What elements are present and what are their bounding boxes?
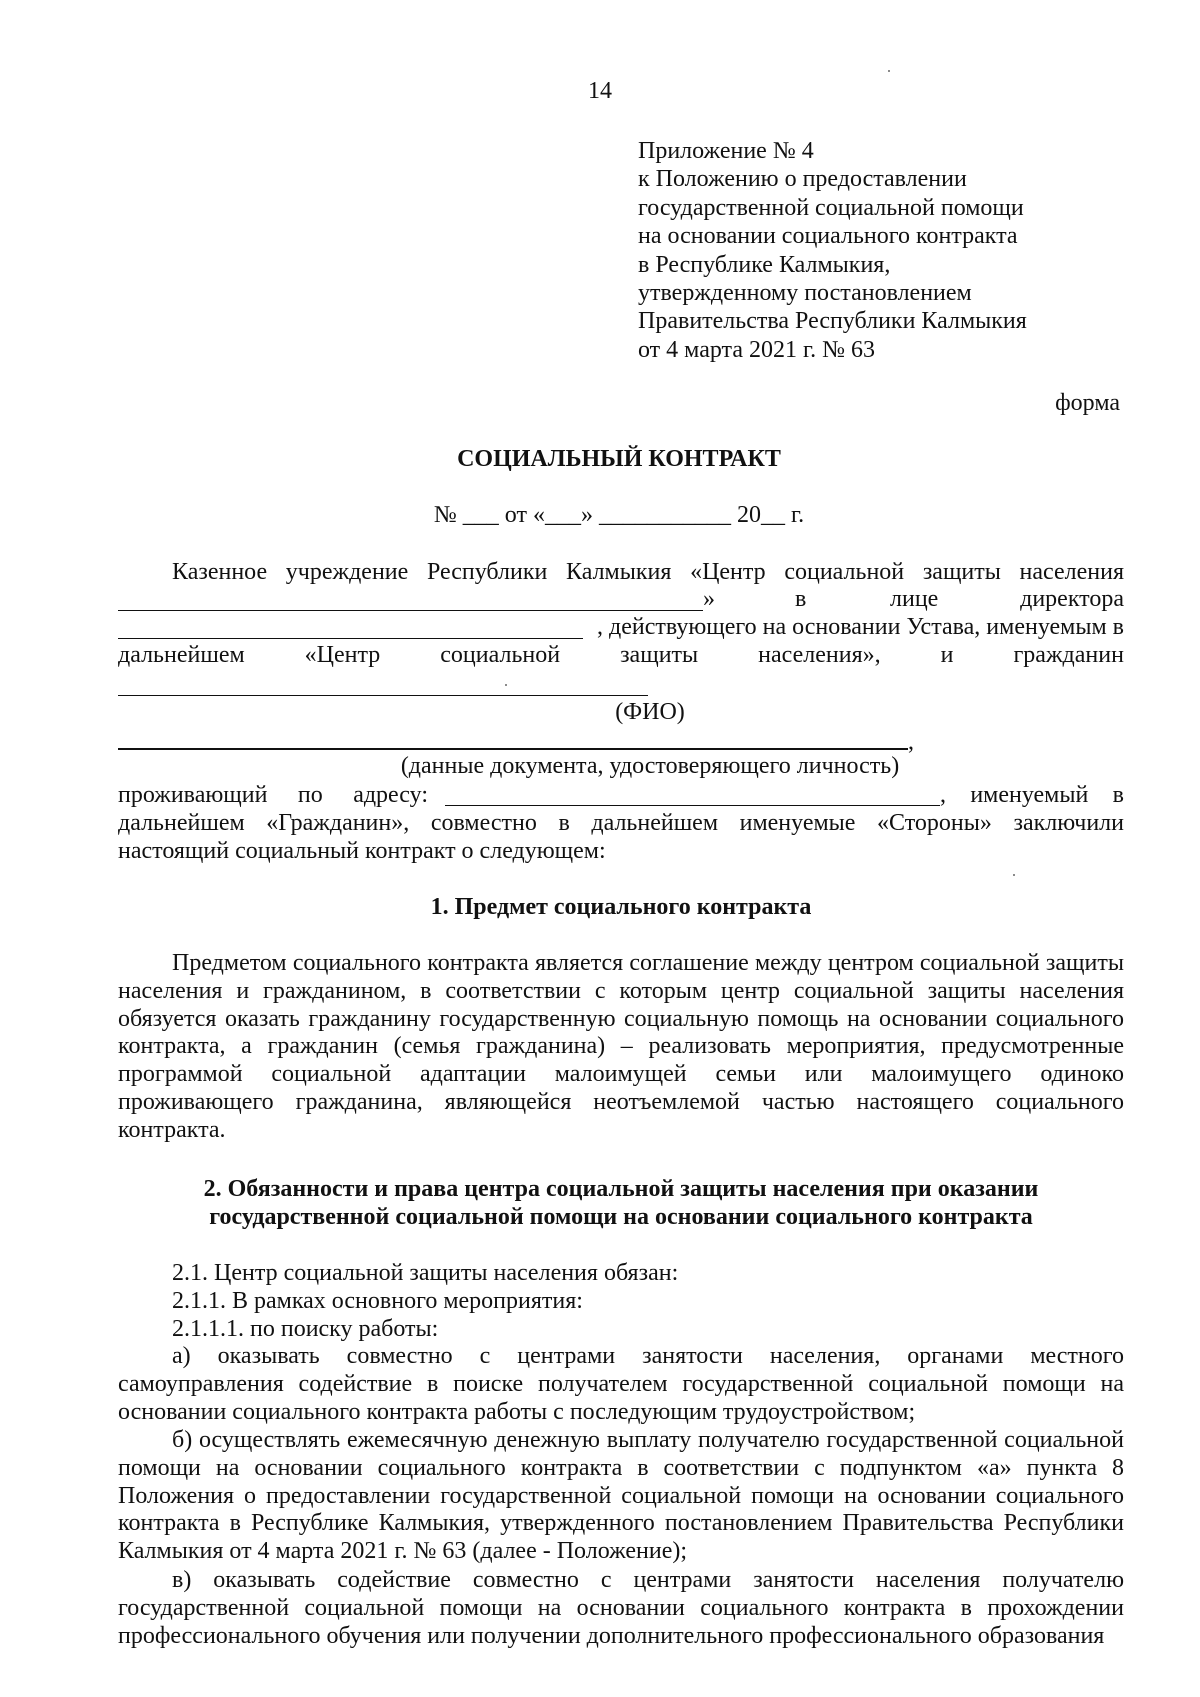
- intro-line-3: , действующего на основании Устава, именуемым в: [596, 614, 1124, 640]
- intro-word: дальнейшем: [118, 642, 245, 668]
- intro-word: защиты: [620, 642, 699, 668]
- intro-word: и: [940, 642, 954, 668]
- address-label: проживающий по адресу:: [118, 782, 428, 808]
- clause-c: в) оказывать содействие совместно с центрами занятости населения получателю государственной социальной помощи на основании социального контракта в прохождении профессионального обучения или получении дополнительного профессионального образования: [118, 1567, 1124, 1649]
- appendix-line: на основании социального контракта: [638, 223, 1018, 250]
- clause-2-1-1-1: 2.1.1.1. по поиску работы:: [172, 1316, 439, 1342]
- clause-a: а) оказывать совместно с центрами занятости населения, органами местного самоуправления содействие в поиске получателем государственной социальной помощи на основании социального контракта работы с последующим трудоустройством;: [118, 1343, 1124, 1425]
- intro-word: гражданин: [1013, 642, 1124, 668]
- blank-line-address: [445, 805, 940, 806]
- intro-line-2-quote: »: [703, 586, 715, 612]
- intro-word: населения»,: [758, 642, 881, 668]
- intro-line-2-word: в: [795, 586, 807, 612]
- page-number: 14: [588, 78, 612, 104]
- scan-speck: [505, 684, 507, 686]
- appendix-line: от 4 марта 2021 г. № 63: [638, 336, 875, 363]
- appendix-line: государственной социальной помощи: [638, 194, 1024, 221]
- intro-line-2-word: директора: [1020, 586, 1124, 612]
- section-1-text: Предметом социального контракта является соглашение между центром социальной защиты населения и гражданином, в соответствии с которым центр социальной защиты населения обязуется оказать гражданину государственную социальную помощь на основании социального контракта, а гражданин (семья гражданина) – реализовать мероприятия, предусмотренные программой социальной адаптации малоимущей семьи или малоимущего одиноко проживающего гражданина, являющейся неотъемлемой частью настоящего социального контракта.: [118, 950, 1124, 1143]
- contract-number-line: № ___ от «___» ___________ 20__ г.: [433, 502, 805, 528]
- appendix-line: Правительства Республики Калмыкия: [638, 308, 1027, 335]
- clause-2-1-1: 2.1.1. В рамках основного мероприятия:: [172, 1288, 583, 1314]
- address-tail: , именуемый в: [940, 782, 1124, 808]
- intro-final-line-2: настоящий социальный контракт о следующем:: [118, 838, 606, 864]
- intro-line-1: Казенное учреждение Республики Калмыкия «Центр социальной защиты населения: [172, 559, 1124, 585]
- section-1-heading: 1. Предмет социального контракта: [430, 894, 812, 920]
- clause-b: б) осуществлять ежемесячную денежную выплату получателю государственной социальной помощи на основании социального контракта в соответствии с подпунктом «а» пункта 8 Положения о предоставлении государственной социальной помощи на основании социального контракта в Республике Калмыкия, утвержденного постановлением Правительства Республики Калмыкия от 4 марта 2021 г. № 63 (далее - Положение);: [118, 1427, 1124, 1565]
- document-data-label: (данные документа, удостоверяющего личность): [400, 753, 900, 779]
- section-2-heading-line-1: 2. Обязанности и права центра социальной защиты населения при оказании: [203, 1176, 1039, 1202]
- comma-mark: ,: [908, 729, 914, 755]
- clause-2-1: 2.1. Центр социальной защиты населения обязан:: [172, 1260, 679, 1286]
- scan-speck: [888, 70, 890, 72]
- appendix-line: в Республике Калмыкия,: [638, 251, 891, 278]
- fio-label: (ФИО): [615, 699, 685, 725]
- appendix-line: Приложение № 4: [638, 138, 814, 164]
- appendix-line: к Положению о предоставлении: [638, 166, 967, 193]
- form-label: форма: [1055, 390, 1120, 416]
- intro-line-4: [118, 641, 1124, 669]
- blank-line-citizen-fio: [118, 695, 648, 696]
- scan-speck: [1013, 874, 1015, 876]
- intro-word: социальной: [440, 642, 561, 668]
- blank-line-document-data: [118, 748, 908, 750]
- blank-line-director-name: [118, 638, 583, 639]
- document-title: СОЦИАЛЬНЫЙ КОНТРАКТ: [457, 446, 781, 472]
- intro-line-2-word: лице: [890, 586, 939, 612]
- blank-line-center-name: [118, 610, 703, 611]
- intro-word: «Центр: [304, 642, 381, 668]
- appendix-line: утвержденному постановлением: [638, 280, 972, 307]
- section-2-heading-line-2: государственной социальной помощи на основании социального контракта: [209, 1204, 1033, 1230]
- appendix-block: [638, 137, 1098, 364]
- intro-final-line-1: дальнейшем «Гражданин», совместно в дальнейшем именуемые «Стороны» заключили: [118, 810, 1124, 836]
